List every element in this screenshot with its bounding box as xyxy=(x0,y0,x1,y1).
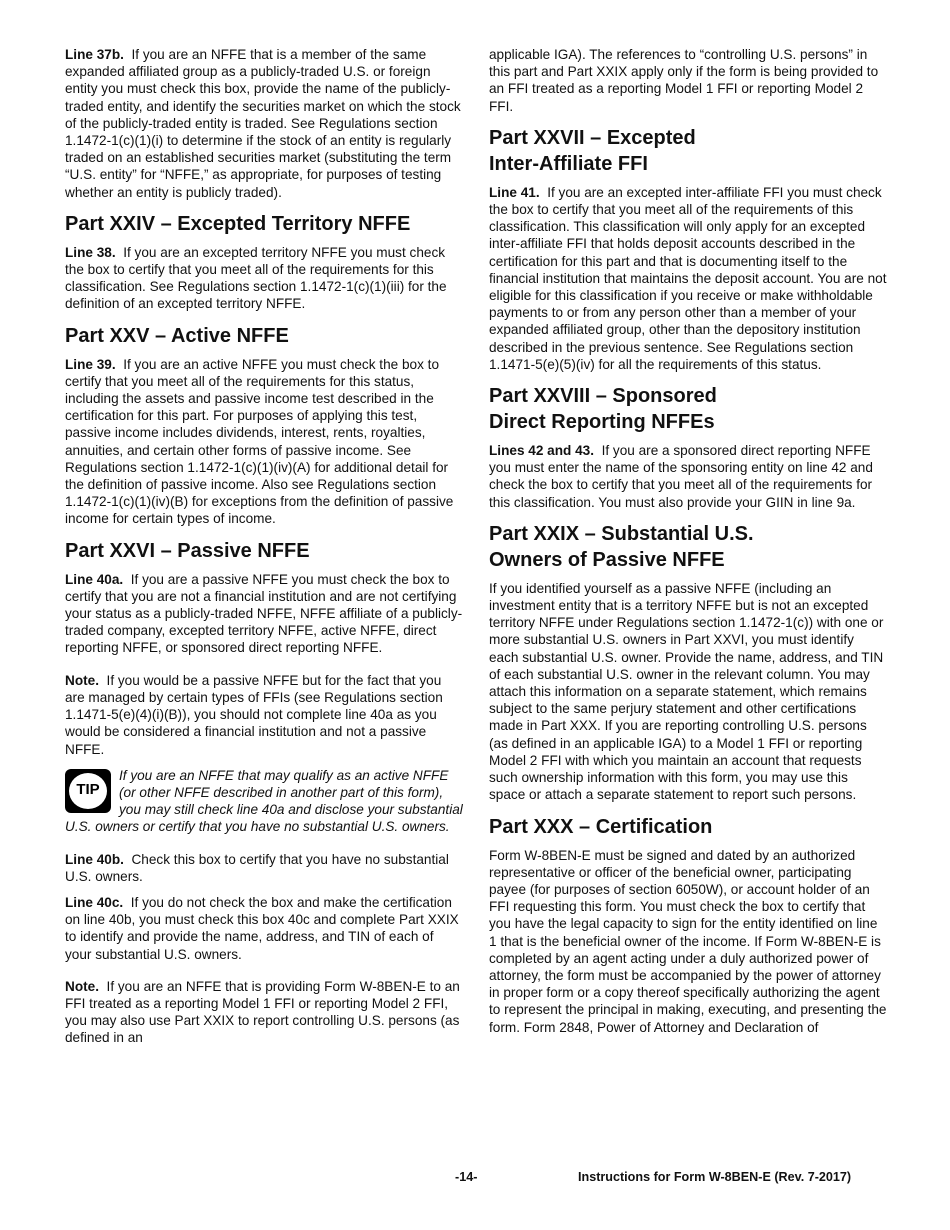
note-2-text: If you are an NFFE that is providing Form W-8BEN-E to an FFI treated as a reporting Model 1 FFI or reporting Model 2 FFI, you may also use Part XXIX to report controlling U.S. persons (as defined in an xyxy=(65,978,460,1046)
continued-paragraph: applicable IGA). The references to “controlling U.S. persons” in this part and Part XXIX apply only if the form is being provided to an FFI treated as a reporting Model 1 FFI or reporting Model 2 FFI. xyxy=(489,47,879,114)
note-1-text: If you would be a passive NFFE but for the fact that you are managed by certain types of FFIs (see Regulations section 1.1471-5(e)(4)(i)(B)), you should not complete line 40a as you would be considered a financial institution and not a passive NFFE. xyxy=(65,672,443,757)
part-xxvii-heading-line-2: Inter-Affiliate FFI xyxy=(489,152,648,175)
line-37b-paragraph xyxy=(65,46,463,201)
part-xxviii-heading-line-2: Direct Reporting NFFEs xyxy=(489,411,715,434)
left-column xyxy=(65,46,463,1047)
line-40c-paragraph xyxy=(65,894,463,963)
line-37b-label: Line 37b. xyxy=(65,47,124,62)
part-xxix-heading xyxy=(489,521,887,573)
tip-icon xyxy=(65,769,111,813)
part-xxv-heading: Part XXV – Active NFFE xyxy=(65,324,289,347)
part-xxx-heading: Part XXX – Certification xyxy=(489,815,713,838)
tip-text: If you are an NFFE that may qualify as an active NFFE (or other NFFE described in another part of this form), you may still check line 40a and disclose your substantial U.S. owners or certify that you have no substantial U.S. owners. xyxy=(65,767,463,835)
part-xxviii-heading xyxy=(489,383,887,435)
line-39-text: If you are an active NFFE you must check the box to certify that you meet all of the requirements for this status, including the assets and passive income test described in the certification for this part. For purposes of applying this test, passive income includes dividends, interest, rents, royalties, annuities, and certain other forms of passive income. See Regulations section 1.1472-1(c)(1)(iv)(A) for additional detail for the definition of passive income. Also see Regulations section 1.1472-1(c)(1)(iv)(B) for exceptions from the definition of passive income for certain types of income. xyxy=(65,356,454,527)
note-paragraph-2 xyxy=(65,978,463,1047)
part-xxix-heading-line-2: Owners of Passive NFFE xyxy=(489,548,725,571)
line-40c-text: If you do not check the box and make the certification on line 40b, you must check this box 40c and complete Part XXIX to identify and provide the name, address, and TIN of each of your substantial U.S. owners. xyxy=(65,894,459,962)
right-column xyxy=(489,46,887,1036)
part-xxiv-heading: Part XXIV – Excepted Territory NFFE xyxy=(65,212,411,235)
part-xxviii-heading-line-1: Part XXVIII – Sponsored xyxy=(489,385,717,408)
tip-label: TIP xyxy=(76,780,100,798)
line-40a-paragraph xyxy=(65,571,463,657)
line-41-paragraph xyxy=(489,184,887,373)
lines-42-43-paragraph xyxy=(489,442,887,511)
lines-42-43-label: Lines 42 and 43. xyxy=(489,443,595,459)
part-xxvii-heading-line-1: Part XXVII – Excepted xyxy=(489,126,696,149)
line-40c-label: Line 40c. xyxy=(65,894,124,910)
part-xxvii-heading xyxy=(489,125,887,177)
line-38-paragraph xyxy=(65,244,463,313)
line-40b-label: Line 40b. xyxy=(65,851,124,867)
form-title-footer: Instructions for Form W-8BEN-E (Rev. 7-2017) xyxy=(578,1170,852,1184)
part-xxix-paragraph: If you identified yourself as a passive NFFE (including an investment entity that is a territory NFFE but is not an excepted territory NFFE under Regulations section 1.1472-1(c)) with one or more substantial U.S. owners in Part XXVI, you must identify each substantial U.S. owner. Provide the name, address, and TIN of each substantial U.S. owner in the relevant column. You may attach this information on a separate statement, which remains subject to the same perjury statement and other certifications made in Part XXX. If you are reporting controlling U.S. persons (as defined in an applicable IGA) to a Model 1 FFI or reporting Model 2 FFI with which you maintain an account that requests such ownership information with this form, you may use this space or attach a separate statement to report such persons. xyxy=(489,580,884,803)
page-number: -14- xyxy=(455,1170,478,1184)
part-xxvi-heading: Part XXVI – Passive NFFE xyxy=(65,539,310,562)
tip-block xyxy=(65,767,463,836)
note-1-label: Note. xyxy=(65,672,99,688)
line-40a-label: Line 40a. xyxy=(65,571,124,587)
note-2-label: Note. xyxy=(65,978,99,994)
line-40b-text: Check this box to certify that you have no substantial U.S. owners. xyxy=(65,851,449,884)
part-xxix-heading-line-1: Part XXIX – Substantial U.S. xyxy=(489,522,754,545)
line-40b-paragraph xyxy=(65,851,463,885)
line-40a-text: If you are a passive NFFE you must check the box to certify that you are not a financial institution and are not certifying your status as a publicly-traded NFFE, NFFE affiliate of a publicly-traded company, excepted territory NFFE, active NFFE, direct reporting NFFE, or sponsored direct reporting NFFE. xyxy=(65,571,463,656)
line-38-label: Line 38. xyxy=(65,244,116,260)
line-41-label: Line 41. xyxy=(489,184,540,200)
line-41-text: If you are an excepted inter-affiliate FFI you must check the box to certify that you meet all of the requirements of this classification. This classification will only apply for an excepted inter-affiliate FFI that holds deposit accounts described in the certification for this part and that is documenting itself to the financial institution that maintains the deposit account. You are not eligible for this classification if you receive or make withholdable payments to or from any person other than a member of your expanded affiliated group, other than the depository institution described in the previous sentence. See Regulations section 1.1471-5(e)(5)(iv) for all the requirements of this status. xyxy=(489,184,887,372)
lines-42-43-text: If you are a sponsored direct reporting NFFE you must enter the name of the sponsoring entity on line 42 and check the box to certify that you meet all of the requirements for this classification. You must also provide your GIIN in line 9a. xyxy=(489,443,873,510)
line-39-label: Line 39. xyxy=(65,356,116,372)
line-37b-text: If you are an NFFE that is a member of the same expanded affiliated group as a publicly-traded U.S. or foreign entity you must check this box, provide the name of the publicly-traded entity, and identify the securities market on which the stock of the publicly-traded entity is traded. See Regulations section 1.1472-1(c)(1)(i) to determine if the stock of an entity is regularly traded on an established securities market (substituting the term “U.S. entity” for “NFFE,” as appropriate, for purposes of testing whether an entity is publicly traded). xyxy=(65,47,461,200)
line-38-text: If you are an excepted territory NFFE you must check the box to certify that you meet all of the requirements for this classification. See Regulations section 1.1472-1(c)(1)(iii) for the definition of an excepted territory NFFE. xyxy=(65,244,447,312)
note-paragraph-1 xyxy=(65,672,463,758)
line-39-paragraph xyxy=(65,356,463,528)
part-xxx-paragraph: Form W-8BEN-E must be signed and dated by an authorized representative or officer of the beneficial owner, participating payee (for purposes of section 6050W), or account holder of an FFI requesting this form. You must check the box to certify that you have the legal capacity to sign for the entity identified on line 1 that is the beneficial owner of the income. If Form W-8BEN-E is completed by an agent acting under a duly authorized power of attorney, the form must be accompanied by the power of attorney in proper form or a copy thereof specifically authorizing the agent to represent the principal in making, executing, and presenting the form. Form 2848, Power of Attorney and Declaration of xyxy=(489,847,887,1035)
